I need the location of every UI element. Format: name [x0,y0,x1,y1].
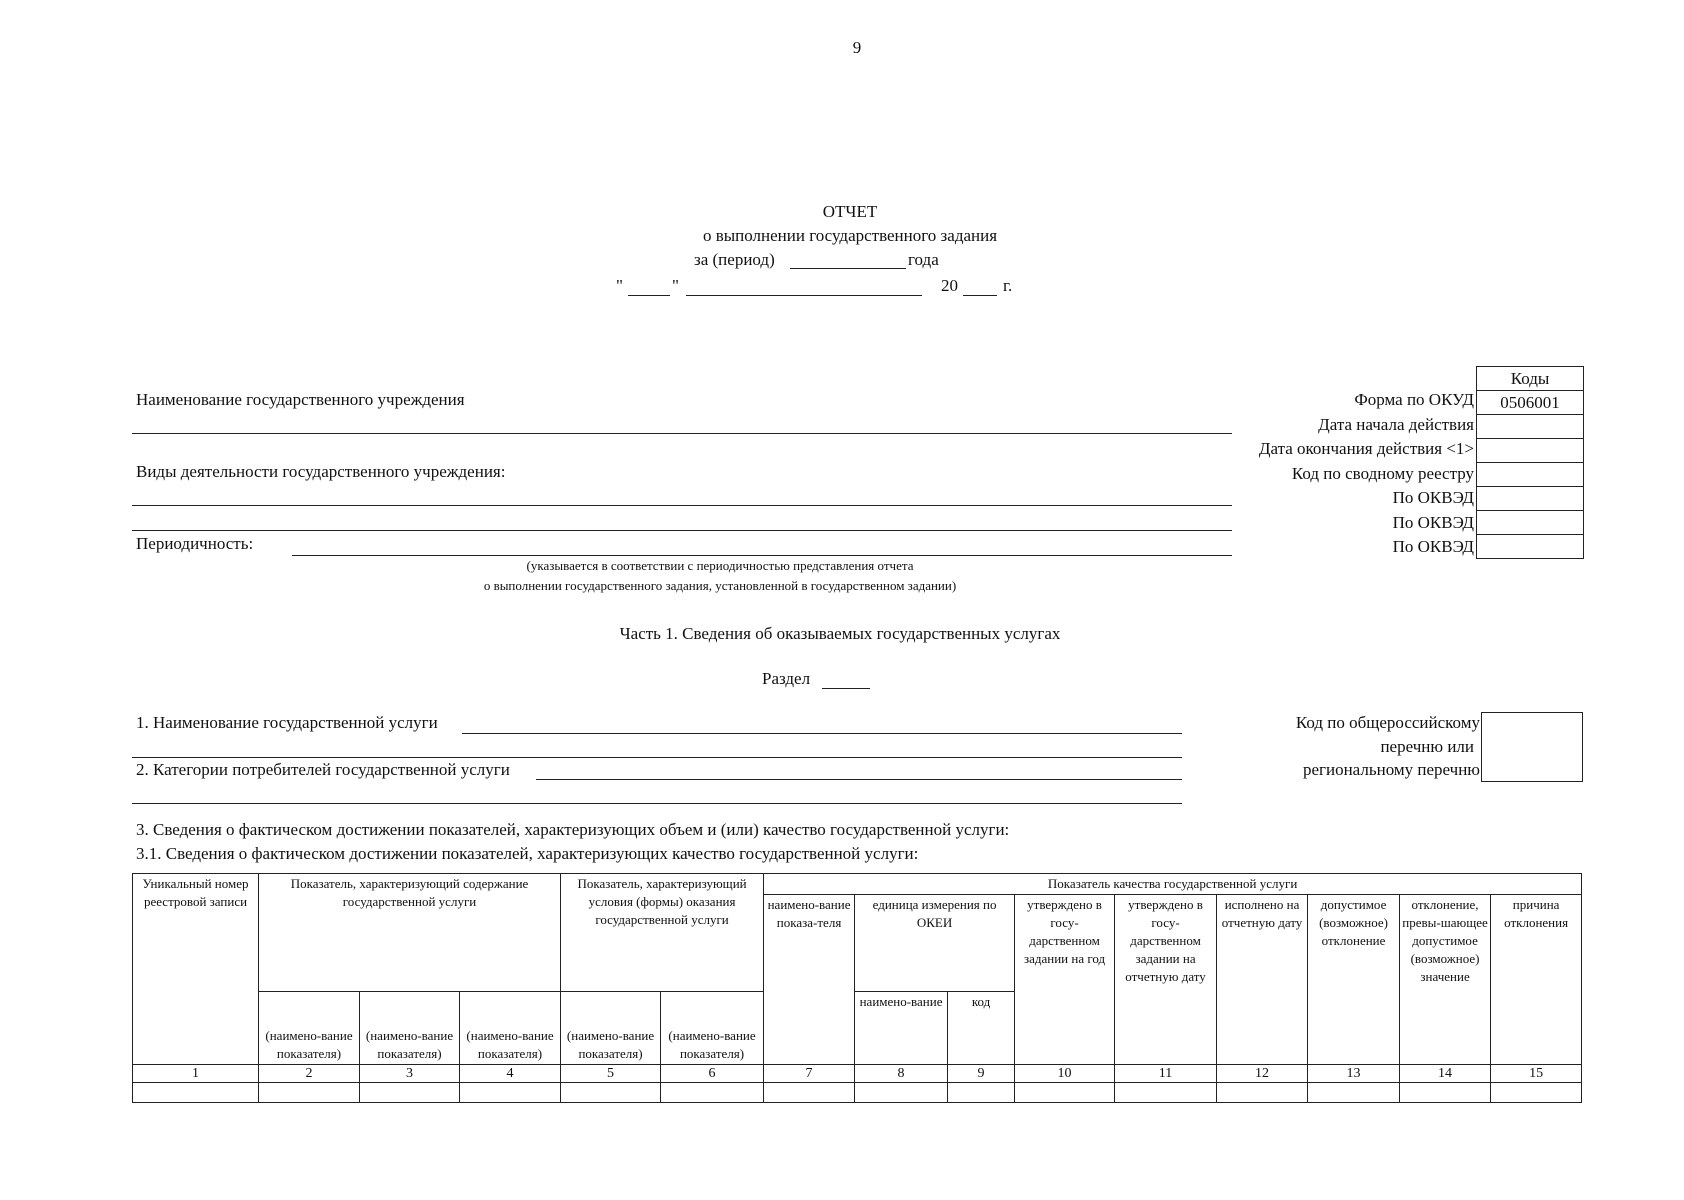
header-allowed-deviation: допустимое (возможное) отклонение [1308,895,1400,1065]
code-label-okud: Форма по ОКУД [1354,390,1474,409]
codes-header: Коды [1477,367,1584,391]
code-okved-1 [1477,487,1584,511]
header-content-name-1: (наимено-вание показателя) [259,992,360,1065]
col-num-7: 7 [764,1065,855,1083]
periodicity-note-2: о выполнении государственного задания, установленной в государственном задании) [483,578,957,593]
col-num-11: 11 [1115,1065,1217,1083]
registry-code-label-2: перечню или [1380,737,1474,756]
header-content-indicator: Показатель, характеризующий содержание государственной услуги [259,874,561,992]
header-done: исполнено на отчетную дату [1217,895,1308,1065]
month-line [686,295,922,296]
report-subtitle: о выполнении государственного задания [702,226,998,245]
code-label-registry: Код по сводному реестру [1291,463,1474,483]
header-unit-code: код [948,992,1015,1065]
header-unique-number: Уникальный номер реестровой записи [133,874,259,1065]
code-okud: 0506001 [1477,391,1584,415]
col-num-10: 10 [1015,1065,1115,1083]
part1-title: Часть 1. Сведения об оказываемых государственных услугах [619,624,1061,643]
table-row [133,1083,1582,1103]
code-label-okved-1: По ОКВЭД [1392,488,1474,507]
item3-label: 3. Сведения о фактическом достижении показателей, характеризующих объем и (или) качество государственной услуги: [136,820,1010,839]
col-num-3: 3 [360,1065,460,1083]
code-registry [1477,463,1584,487]
header-quality-indicator: Показатель качества государственной услуги [764,874,1582,895]
col-num-6: 6 [661,1065,764,1083]
institution-name-line [132,433,1232,434]
activity-line-1 [132,505,1232,506]
periodicity-note-1: (указывается в соответствии с периодичностью представления отчета [526,558,914,573]
col-num-15: 15 [1491,1065,1582,1083]
code-start-date [1477,415,1584,439]
item31-label: 3.1. Сведения о фактическом достижении показателей, характеризующих качество государственной услуги: [136,844,919,863]
code-label-start-date: Дата начала действия [1318,414,1474,434]
col-num-8: 8 [855,1065,948,1083]
date-quote-open: " [616,276,623,295]
page-number: 9 [852,38,862,57]
col-num-14: 14 [1400,1065,1491,1083]
code-end-date [1477,439,1584,463]
activity-types-label: Виды деятельности государственного учреждения: [136,462,506,481]
year-prefix: 20 [941,276,958,295]
header-deviation-reason: причина отклонения [1491,895,1582,1065]
registry-code-box [1481,712,1583,782]
header-approved-year: утверждено в госу-дарственном задании на год [1015,895,1115,1065]
date-quote-close: " [672,276,679,295]
header-unit-name: наимено-вание [855,992,948,1065]
registry-code-label-1: Код по общероссийскому [1295,713,1480,732]
col-num-4: 4 [460,1065,561,1083]
section-line [822,688,870,689]
col-num-5: 5 [561,1065,661,1083]
period-prefix: за (период) [694,250,775,269]
header-content-name-3: (наимено-вание показателя) [460,992,561,1065]
header-unit: единица измерения по ОКЕИ [855,895,1015,992]
period-suffix: года [908,250,939,269]
consumer-categories-line-2 [132,803,1182,804]
code-label-okved-3: По ОКВЭД [1392,537,1474,556]
service-name-label: 1. Наименование государственной услуги [136,713,438,732]
header-content-name-2: (наимено-вание показателя) [360,992,460,1065]
day-line [628,295,670,296]
institution-name-label: Наименование государственного учреждения [136,390,465,409]
header-approved-date: утверждено в госу-дарственном задании на отчетную дату [1115,895,1217,1065]
consumer-categories-label: 2. Категории потребителей государственной услуги [136,760,510,779]
header-conditions-name-2: (наимено-вание показателя) [661,992,764,1065]
column-numbers-row [133,1065,1582,1083]
activity-line-2 [132,530,1232,531]
code-label-end-date: Дата окончания действия <1> [1258,439,1474,458]
col-num-12: 12 [1217,1065,1308,1083]
col-num-9: 9 [948,1065,1015,1083]
code-labels [1100,388,1474,560]
header-conditions-indicator: Показатель, характеризующий условия (формы) оказания государственной услуги [561,874,764,992]
periodicity-line [292,555,1232,556]
service-name-line [462,733,1182,734]
code-okved-3 [1477,535,1584,559]
col-num-1: 1 [133,1065,259,1083]
year-line [963,295,997,296]
registry-code-label-3: региональному перечню [1302,760,1480,779]
col-num-2: 2 [259,1065,360,1083]
periodicity-label: Периодичность: [136,534,254,553]
consumer-categories-line [536,779,1182,780]
service-name-line-2 [132,757,1182,758]
year-suffix: г. [1003,276,1013,295]
quality-indicator-table [132,873,1582,1103]
header-conditions-name-1: (наимено-вание показателя) [561,992,661,1065]
header-indicator-name: наимено-вание показа-теля [764,895,855,1065]
report-title: ОТЧЕТ [822,202,878,221]
codes-box [1476,366,1584,559]
period-line [790,268,906,269]
code-okved-2 [1477,511,1584,535]
col-num-13: 13 [1308,1065,1400,1083]
section-label: Раздел [762,669,811,688]
header-exceeding-deviation: отклонение, превы-шающее допустимое (возможное) значение [1400,895,1491,1065]
code-label-okved-2: По ОКВЭД [1392,512,1474,532]
